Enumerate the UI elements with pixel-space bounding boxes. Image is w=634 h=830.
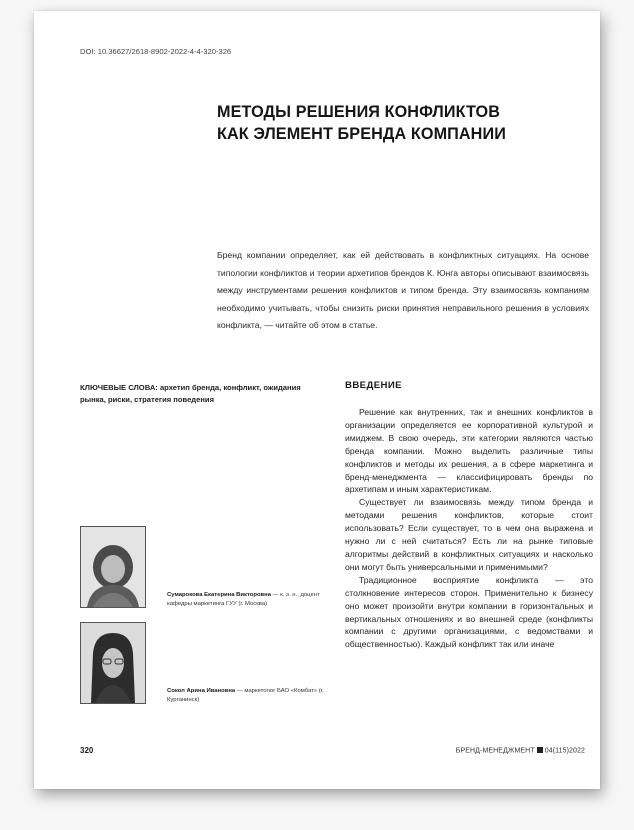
doi-line: DOI: 10.36627/2618-8902-2022-4-4-320-326 <box>80 47 232 56</box>
page-number: 320 <box>80 746 94 755</box>
body-text <box>345 406 593 651</box>
article-title <box>217 101 557 145</box>
journal-page <box>34 11 600 789</box>
author-details-1: — к. э. н., доцент кафедры маркетинга ГУУ (г. Москва) <box>167 592 320 607</box>
journal-issue: 04(115)2022 <box>544 747 585 755</box>
author-caption-1 <box>167 591 327 608</box>
article-title-line-1: МЕТОДЫ РЕШЕНИЯ КОНФЛИКТОВ <box>217 103 501 121</box>
author-name-1: Сумарокова Екатерина Викторовна <box>167 592 272 598</box>
author-photo-2 <box>80 622 146 704</box>
keywords: КЛЮЧЕВЫЕ СЛОВА: архетип бренда, конфликт, ожидания рынка, риски, стратегия поведения <box>80 383 301 404</box>
author-photo-1 <box>80 526 146 608</box>
author-details-2: — маркетолог БАО «Комбат» (г. Курганинск) <box>167 688 324 703</box>
author-caption-2 <box>167 687 327 704</box>
paragraph: Решение как внутренних, так и внешних конфликтов в организации определяется ее корпоративной культурой и имиджем. В свою очередь, эти категории являются частью бренда компании. Можно выделить различные типы конфликтов и методы их решения, а в сфере маркетинга и бренд-менеджмента — классифицировать бренды по архетипам и иным характеристикам. <box>345 407 593 495</box>
journal-name: БРЕНД-МЕНЕДЖМЕНТ <box>455 747 535 755</box>
author-name-2: Сокол Арина Ивановна <box>167 688 236 694</box>
article-abstract: Бренд компании определяет, как ей действовать в конфликтных ситуациях. На основе типологии конфликтов и теории архетипов брендов К. Юнга авторы описывают взаимосвязь между инструментами решения конфликтов и типом бренда. Эту взаимосвязь компаниям необходимо учитывать, чтобы снизить риски принятия неправильного решения в условиях конфликта, — читайте об этом в статье. <box>217 250 589 330</box>
author-portrait-2 <box>81 623 145 703</box>
journal-footer <box>456 747 585 755</box>
article-title-line-2: КАК ЭЛЕМЕНТ БРЕНДА КОМПАНИИ <box>217 125 506 143</box>
square-icon <box>537 747 543 753</box>
paragraph: Традиционное восприятие конфликта — это столкновение интересов сторон. Применительно к бизнесу оно может произойти внутри компании в горизонтальных и вертикальных отношениях и во внешней среде (конфликты компании с другими организациями, с ведомствами и общественностью). Каждый конфликт так или иначе <box>345 574 593 650</box>
section-heading: ВВЕДЕНИЕ <box>345 380 402 391</box>
paragraph: Существует ли взаимосвязь между типом бренда и методами решения конфликтов, которые стоит использовать? Если существует, то в чем она выражена и нужно ли с ней считаться? Есть ли на рынке типовые алгоритмы действий в конфликтных ситуациях и насколько они могут быть универсальными и применимыми? <box>345 497 593 572</box>
author-portrait-1 <box>81 527 145 607</box>
